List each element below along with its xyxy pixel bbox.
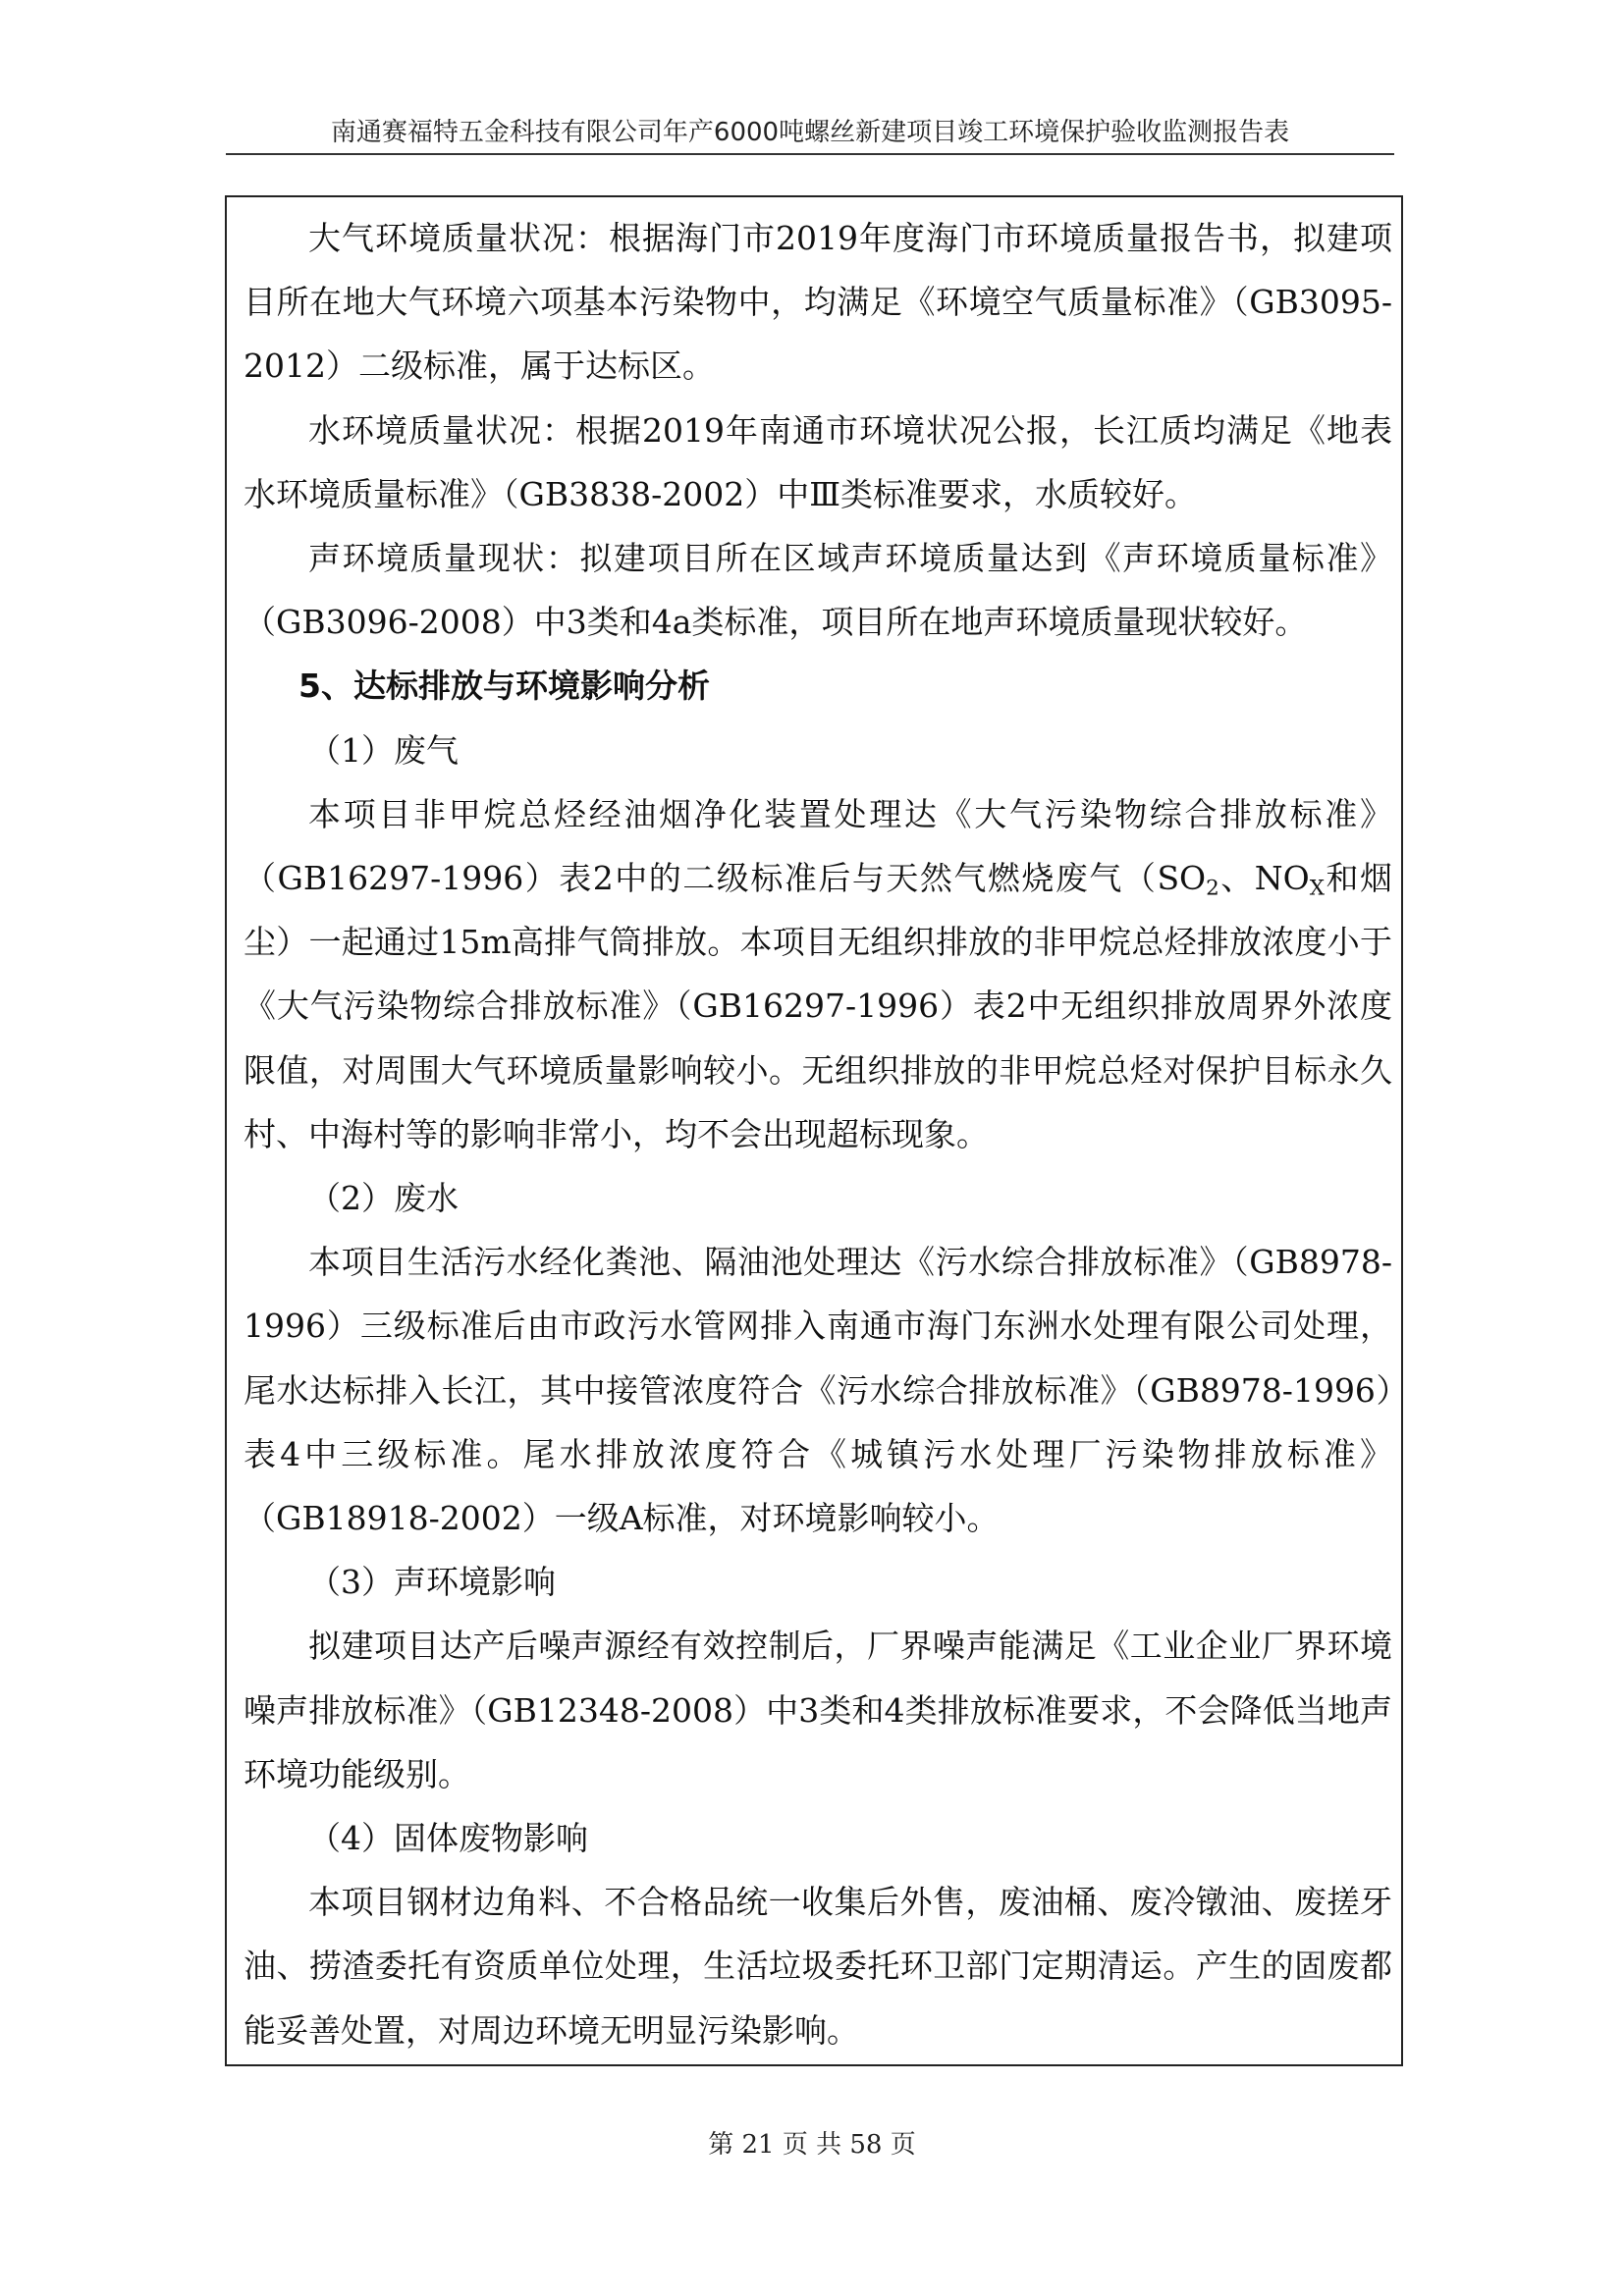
report-header-title: 南通赛福特五金科技有限公司年产6000吨螺丝新建项目竣工环境保护验收监测报告表 [330,118,1290,147]
header-rule [226,153,1394,155]
waste-gas-text-c: 、NO [1218,859,1310,898]
waste-gas-paragraph [244,782,1392,1166]
page-number: 第 21 页 共 58 页 [708,2130,916,2160]
waste-water-heading: （2）废水 [308,1179,459,1218]
so2-subscript: 2 [1206,876,1219,901]
waste-gas-heading: （1）废气 [308,730,459,770]
waste-gas-text-e: 和烟尘）一起通过15m高排气筒排放。本项目无组织排放的非甲烷总烃排放浓度小于《大气污染物综合排放标准》（GB16297-1996）表2中无组织排放周界外浓度限值，对周围大气环境质量影响较小。无组织排放的非甲烷总烃对保护目标永久村、中海村等的影响非常小，均不会出现超标现象。 [244,859,1392,1153]
solid-waste-paragraph: 本项目钢材边角料、不合格品统一收集后外售，废油桶、废冷镦油、废搓牙油、捞渣委托有资质单位处理，生活垃圾委托环卫部门定期清运。产生的固废都能妥善处置，对周边环境无明显污染影响。 [244,1883,1392,2050]
water-quality-paragraph: 水环境质量状况：根据2019年南通市环境状况公报，长江质均满足《地表水环境质量标准》（GB3838-2002）中Ⅲ类标准要求，水质较好。 [244,410,1392,513]
solid-waste-heading: （4）固体废物影响 [308,1819,588,1858]
report-body [244,206,1392,2062]
noise-impact-heading: （3）声环境影响 [308,1563,556,1602]
nox-subscript: X [1309,876,1325,901]
noise-quality-paragraph: 声环境质量现状：拟建项目所在区域声环境质量达到《声环境质量标准》（GB3096-2008）中3类和4a类标准，项目所在地声环境质量现状较好。 [244,539,1392,642]
section5-heading: 5、达标排放与环境影响分析 [298,667,710,706]
waste-gas-text-a: 本项目非甲烷总烃经油烟净化装置处理达《大气污染物综合排放标准》（GB16297-1996）表2中的二级标准后与天然气燃烧废气（SO [244,794,1392,898]
waste-water-paragraph: 本项目生活污水经化粪池、隔油池处理达《污水综合排放标准》（GB8978-1996）三级标准后由市政污水管网排入南通市海门东洲水处理有限公司处理，尾水达标排入长江，其中接管浓度符合《污水综合排放标准》（GB8978-1996）表4中三级标准。尾水排放浓度符合《城镇污水处理厂污染物排放标准》（GB18918-2002）一级A标准，对环境影响较小。 [244,1243,1392,1538]
air-quality-paragraph: 大气环境质量状况：根据海门市2019年度海门市环境质量报告书，拟建项目所在地大气环境六项基本污染物中，均满足《环境空气质量标准》（GB3095-2012）二级标准，属于达标区。 [244,219,1392,386]
noise-impact-paragraph: 拟建项目达产后噪声源经有效控制后，厂界噪声能满足《工业企业厂界环境噪声排放标准》（GB12348-2008）中3类和4类排放标准要求，不会降低当地声环境功能级别。 [244,1627,1392,1793]
